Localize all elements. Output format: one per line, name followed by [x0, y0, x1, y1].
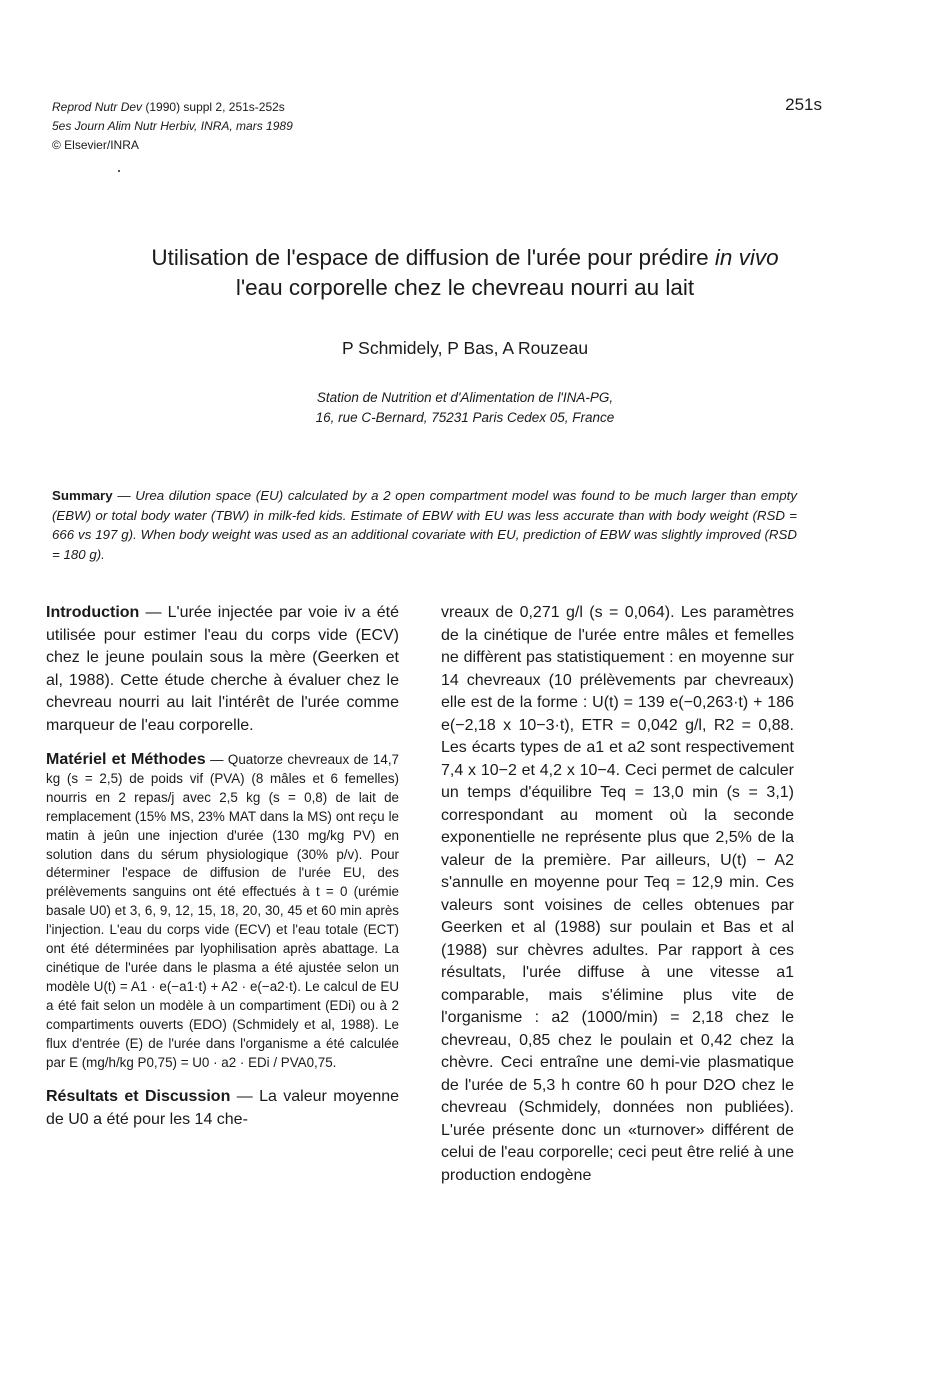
- summary-label: Summary: [52, 488, 113, 503]
- journal-name: Reprod Nutr Dev: [52, 100, 143, 114]
- article-title: [40, 243, 890, 303]
- conference-line: 5es Journ Alim Nutr Herbiv, INRA, mars 1989: [52, 119, 293, 133]
- left-column: [46, 602, 399, 1145]
- results-paragraph: [46, 1086, 399, 1131]
- introduction-text: — L'urée injectée par voie iv a été utilisée pour estimer l'eau du corps vide (ECV) chez le jeune poulain sous la mère (Geerken et al, 1988). Cette étude cherche à évaluer chez le chevreau nourri au lait l'intérêt de l'urée comme marqueur de l'eau corporelle.: [46, 604, 399, 734]
- results-heading: Résultats et Discussion: [46, 1088, 231, 1106]
- authors: P Schmidely, P Bas, A Rouzeau: [341, 338, 589, 358]
- copyright-line: © Elsevier/INRA: [52, 138, 139, 152]
- title-line-2: l'eau corporelle chez le chevreau nourri au lait: [235, 275, 695, 300]
- title-line-1: Utilisation de l'espace de diffusion de l'urée pour prédire: [151, 245, 709, 270]
- introduction-heading: Introduction: [46, 604, 140, 621]
- affiliation: [40, 388, 890, 428]
- right-column: [441, 602, 794, 1201]
- journal-volume: (1990) suppl 2, 251s-252s: [142, 100, 285, 114]
- journal-header: [52, 98, 293, 155]
- introduction-paragraph: [46, 602, 399, 737]
- citation-line: [52, 98, 293, 117]
- page-number: 251s: [785, 95, 822, 114]
- summary-text: — Urea dilution space (EU) calculated by a 2 open compartment model was found to be much larger than empty (EBW) or total body water (TBW) in milk-fed kids. Estimate of EBW with EU was less accurate than with body weight (RSD = 666 vs 197 g). When body weight was used as an additional covariate with EU, prediction of EBW was slightly improved (RSD = 180 g).: [52, 488, 797, 562]
- stray-dot: [118, 170, 120, 172]
- results-text: — La valeur moyenne de U0 a été pour les 14 che-: [46, 1088, 400, 1128]
- results-continuation: vreaux de 0,271 g/l (s = 0,064). Les paramètres de la cinétique de l'urée entre mâles et femelles ne diffèrent pas statistiquement : en moyenne sur 14 chevreaux (10 prélèvements par chevreaux) elle est de la forme : U(t) = 139 e(−0,263·t) + 186 e(−2,18 x 10−3·t), ETR = 0,042 g/l, R2 = 0,88. Les écarts types de a1 et a2 sont respectivement 7,4 x 10−2 et 4,2 x 10−4. Ceci permet de calculer un temps d'équilibre Teq = 13,0 min (s = 3,1) correspondant au moment où la seconde exponentielle ne représente plus que 2,5% de la valeur de la première. Par ailleurs, U(t) − A2 s'annulle en moyenne pour Teq = 12,9 min. Ces valeurs sont voisines de celles obtenues par Geerken et al (1988) sur poulain et Bas et al (1988) sur chèvres adultes. Par rapport à ces résultats, l'urée diffuse à une vitesse a1 comparable, mais s'élimine plus vite de l'organisme : a2 (1000/min) = 2,18 chez le chevreau, 0,85 chez le poulain et 0,42 chez la chèvre. Ceci entraîne une demi-vie plasmatique de l'urée de 5,3 h contre 60 h pour D2O chez le chevreau (Schmidely, données non publiées). L'urée présente donc un «turnover» différent de celui de l'eau corporelle; ceci peut être relié à une production endogène: [441, 604, 794, 1184]
- summary: [52, 486, 797, 564]
- methods-heading: Matériel et Méthodes: [46, 751, 206, 768]
- affiliation-line-2: 16, rue C-Bernard, 75231 Paris Cedex 05, France: [315, 410, 615, 425]
- title-italic: in vivo: [714, 245, 779, 270]
- methods-text: — Quatorze chevreaux de 14,7 kg (s = 2,5) de poids vif (PVA) (8 mâles et 6 femelles) nourris en 2 repas/j avec 2,5 kg (s = 0,8) de lait de remplacement (15% MS, 23% MAT dans la MS) ont reçu le matin à jeûn une injection d'urée (130 mg/kg PV) en solution dans du sérum physiologique (30% p/v). Pour déterminer l'espace de diffusion de l'urée EU, des prélèvements sanguins ont été effectués à t = 0 (urémie basale U0) et 3, 6, 9, 12, 15, 18, 20, 30, 45 et 60 min après l'injection. L'eau du corps vide (ECV) et l'eau totale (ECT) ont été déterminées par lyophilisation après abattage. La cinétique de l'urée dans le plasma a été ajustée selon un modèle U(t) = A1 · e(−a1·t) + A2 · e(−a2·t). Le calcul de EU a été fait selon un modèle à un compartiment (EDi) ou à 2 compartiments ouverts (EDO) (Schmidely et al, 1988). Le flux d'entrée (E) de l'urée dans l'organisme a été calculée par E (mg/h/kg P0,75) = U0 · a2 · EDi / PVA0,75.: [46, 752, 399, 1070]
- methods-paragraph: [46, 751, 399, 1072]
- affiliation-line-1: Station de Nutrition et d'Alimentation de l'INA-PG,: [316, 390, 614, 405]
